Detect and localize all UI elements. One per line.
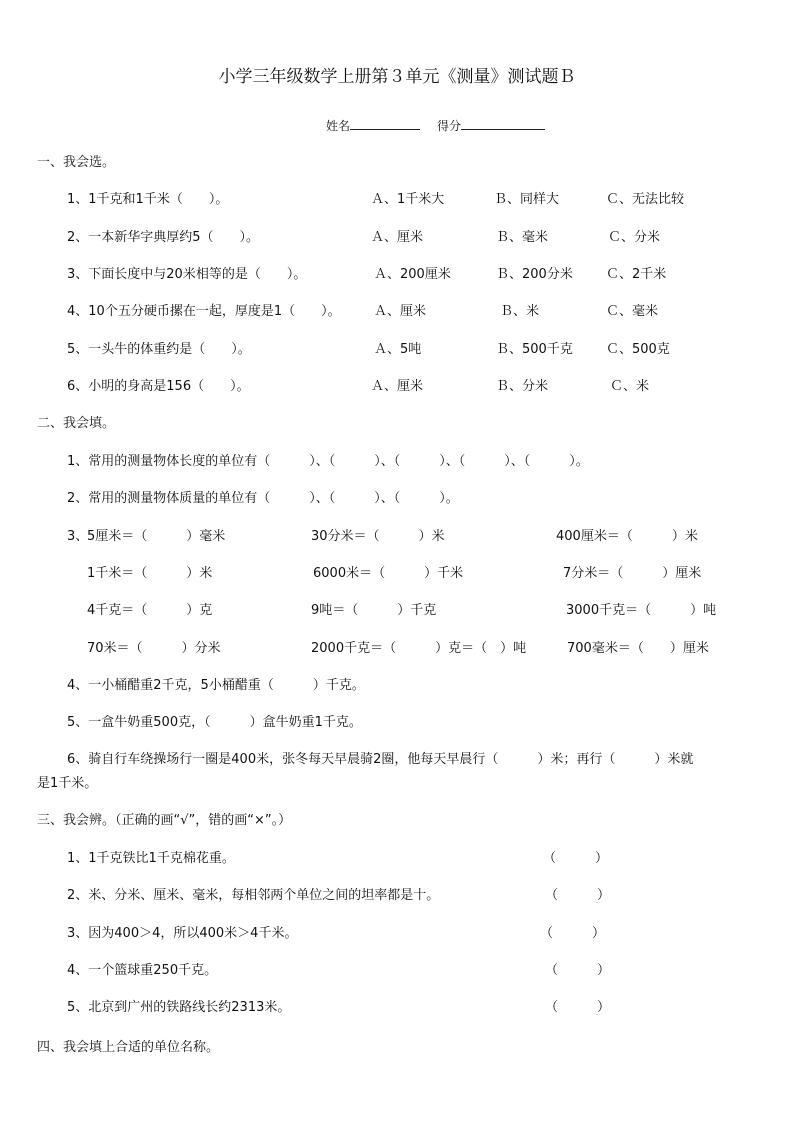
choice-option-b[interactable]: Ｂ、500千克 <box>496 342 573 357</box>
choice-option-a[interactable]: Ａ、1千米大 <box>371 192 445 207</box>
fill-question-6-continued: 是1千米。 <box>37 776 98 791</box>
choice-option-b[interactable]: Ｂ、同样大 <box>494 192 560 207</box>
choice-option-a[interactable]: Ａ、5吨 <box>374 342 422 357</box>
section-3-heading: 三、我会辨。（正确的画“√”，错的画“×”。） <box>37 813 292 828</box>
section-2-heading: 二、我会填。 <box>37 416 116 431</box>
judge-question: 4、一个篮球重250千克。 <box>67 963 218 978</box>
choice-option-b[interactable]: Ｂ、米 <box>500 304 540 319</box>
conversion-item[interactable]: 2000千克＝（ ）克＝（ ）吨 <box>311 641 527 656</box>
choice-option-c[interactable]: Ｃ、米 <box>610 379 650 394</box>
name-field[interactable] <box>326 117 420 135</box>
choice-option-c[interactable]: Ｃ、无法比较 <box>606 192 685 207</box>
conversion-item[interactable]: 700毫米＝（ ）厘米 <box>567 641 709 656</box>
choice-option-c[interactable]: Ｃ、500克 <box>606 342 670 357</box>
judge-question: 3、因为400＞4，所以400米＞4千米。 <box>67 926 298 941</box>
conversion-item[interactable]: 1千米＝（ ）米 <box>87 566 213 581</box>
choice-question: 3、下面长度中与20米相等的是（ ）。 <box>67 267 307 282</box>
choice-option-b[interactable]: Ｂ、分米 <box>496 379 549 394</box>
choice-option-a[interactable]: Ａ、厘米 <box>371 379 424 394</box>
score-field[interactable] <box>437 117 545 135</box>
score-label: 得分 <box>437 119 462 133</box>
name-label: 姓名 <box>326 119 351 133</box>
judge-answer-blank[interactable]: （ ） <box>545 1000 611 1015</box>
choice-question: 4、10个五分硬币摞在一起，厚度是1（ ）。 <box>67 304 341 319</box>
judge-question: 2、米、分米、厘米、毫米，每相邻两个单位之间的坦率都是十。 <box>67 888 440 903</box>
conversion-item[interactable]: 7分米＝（ ）厘米 <box>563 566 702 581</box>
conversion-item[interactable]: 400厘米＝（ ）米 <box>556 529 698 544</box>
section-4-heading: 四、我会填上合适的单位名称。 <box>37 1040 220 1055</box>
choice-question: 6、小明的身高是156（ ）。 <box>67 379 250 394</box>
score-underline <box>461 117 545 130</box>
choice-option-a[interactable]: Ａ、200厘米 <box>374 267 451 282</box>
conversion-item[interactable]: 9吨＝（ ）千克 <box>311 603 437 618</box>
judge-answer-blank[interactable]: （ ） <box>545 963 611 978</box>
conversion-item[interactable]: 3000千克＝（ ）吨 <box>566 603 717 618</box>
choice-option-a[interactable]: Ａ、厘米 <box>371 230 424 245</box>
choice-option-c[interactable]: Ｃ、分米 <box>608 230 661 245</box>
choice-question: 5、一头牛的体重约是（ ）。 <box>67 342 251 357</box>
choice-option-b[interactable]: Ｂ、200分米 <box>496 267 573 282</box>
page-title: 小学三年级数学上册第３单元《测量》测试题Ｂ <box>218 67 576 87</box>
fill-question-5[interactable]: 5、一盒牛奶重500克，（ ）盒牛奶重1千克。 <box>67 715 362 730</box>
fill-question-1[interactable]: 1、常用的测量物体长度的单位有（ ）、（ ）、（ ）、（ ）、（ ）。 <box>67 454 589 469</box>
choice-option-c[interactable]: Ｃ、2千米 <box>606 267 667 282</box>
section-1-heading: 一、我会选。 <box>37 155 116 170</box>
judge-answer-blank[interactable]: （ ） <box>540 926 606 941</box>
judge-question: 1、1千克铁比1千克棉花重。 <box>67 851 235 866</box>
name-underline <box>350 117 420 130</box>
fill-question-3-number: 3、 <box>67 529 89 544</box>
judge-question: 5、北京到广州的铁路线长约2313米。 <box>67 1000 291 1015</box>
choice-option-b[interactable]: Ｂ、毫米 <box>496 230 549 245</box>
fill-question-2[interactable]: 2、常用的测量物体质量的单位有（ ）、（ ）、（ ）。 <box>67 491 459 506</box>
choice-option-c[interactable]: Ｃ、毫米 <box>606 304 659 319</box>
judge-answer-blank[interactable]: （ ） <box>543 851 609 866</box>
choice-option-a[interactable]: Ａ、厘米 <box>374 304 427 319</box>
conversion-item[interactable]: 4千克＝（ ）克 <box>87 603 213 618</box>
choice-question: 2、一本新华字典厚约5（ ）。 <box>67 230 260 245</box>
conversion-item[interactable]: 70米＝（ ）分米 <box>87 641 221 656</box>
conversion-item[interactable]: 6000米＝（ ）千米 <box>313 566 464 581</box>
fill-question-4[interactable]: 4、一小桶醋重2千克，5小桶醋重（ ）千克。 <box>67 678 365 693</box>
conversion-item[interactable]: 30分米＝（ ）米 <box>311 529 445 544</box>
judge-answer-blank[interactable]: （ ） <box>545 888 611 903</box>
choice-question: 1、1千克和1千米（ ）。 <box>67 192 229 207</box>
fill-question-6[interactable]: 6、骑自行车绕操场行一圈是400米，张冬每天早晨骑2圈，他每天早晨行（ ）米；再行（ ）米就 <box>67 752 694 767</box>
conversion-item[interactable]: 5厘米＝（ ）毫米 <box>87 529 226 544</box>
